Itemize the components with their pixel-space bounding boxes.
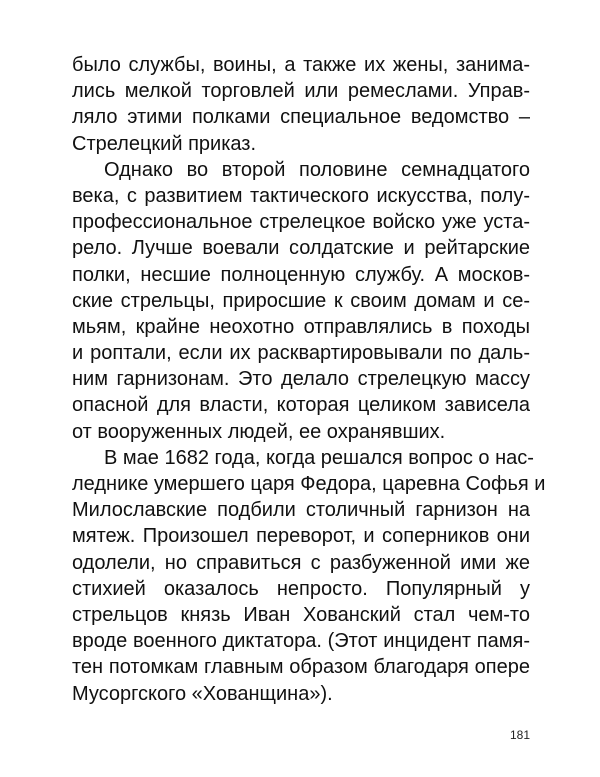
text-line: стихией оказалось непросто. Популярный у	[72, 577, 530, 600]
text-line: профессиональное стрелецкое войско уже уста-	[72, 211, 530, 234]
text-line: Мусоргского «Хованщина»).	[72, 682, 333, 705]
text-line: мьям, крайне неохотно отправлялись в походы	[72, 315, 530, 338]
text-line: В мае 1682 года, когда решался вопрос о нас-	[104, 446, 534, 469]
text-line: было службы, воины, а также их жены, занима-	[72, 54, 530, 76]
page-number: 181	[509, 728, 530, 742]
text-line: полки, несшие полноценную службу. А москов-	[72, 263, 530, 286]
text-line: лись мелкой торговлей или ремеслами. Управ-	[72, 80, 530, 103]
paragraph	[72, 52, 530, 157]
text-line: Милославские подбили столичный гарнизон на	[72, 499, 530, 522]
page-text	[72, 52, 546, 707]
text-line: опасной для власти, которая целиком зависела	[72, 394, 530, 417]
text-line: мятеж. Произошел переворот, и соперников они	[72, 525, 530, 548]
text-line: вроде военного диктатора. (Этот инцидент памя-	[72, 630, 530, 653]
text-line: ские стрельцы, приросшие к своим домам и се-	[72, 289, 530, 312]
text-line: тен потомкам главным образом благодаря опере	[72, 656, 530, 679]
text-line: века, с развитием тактического искусства, полу-	[72, 184, 530, 207]
text-line: рело. Лучше воевали солдатские и рейтарские	[72, 237, 530, 260]
text-line: одолели, но справиться с разбуженной ими же	[72, 551, 530, 574]
paragraph	[72, 157, 530, 445]
paragraph	[72, 445, 546, 707]
text-line: ляло этими полками специальное ведомство –	[72, 106, 530, 129]
text-line: Однако во второй половине семнадцатого	[104, 158, 530, 181]
text-line: и роптали, если их расквартировывали по даль-	[72, 342, 530, 365]
text-line: ним гарнизонам. Это делало стрелецкую массу	[72, 368, 530, 391]
text-line: Стрелецкий приказ.	[72, 132, 257, 155]
text-line: от вооруженных людей, ее охранявших.	[72, 420, 446, 443]
text-line: леднике умершего царя Федора, царевна Софья и	[72, 473, 546, 495]
text-line: стрельцов князь Иван Хованский стал чем-то	[72, 603, 530, 626]
